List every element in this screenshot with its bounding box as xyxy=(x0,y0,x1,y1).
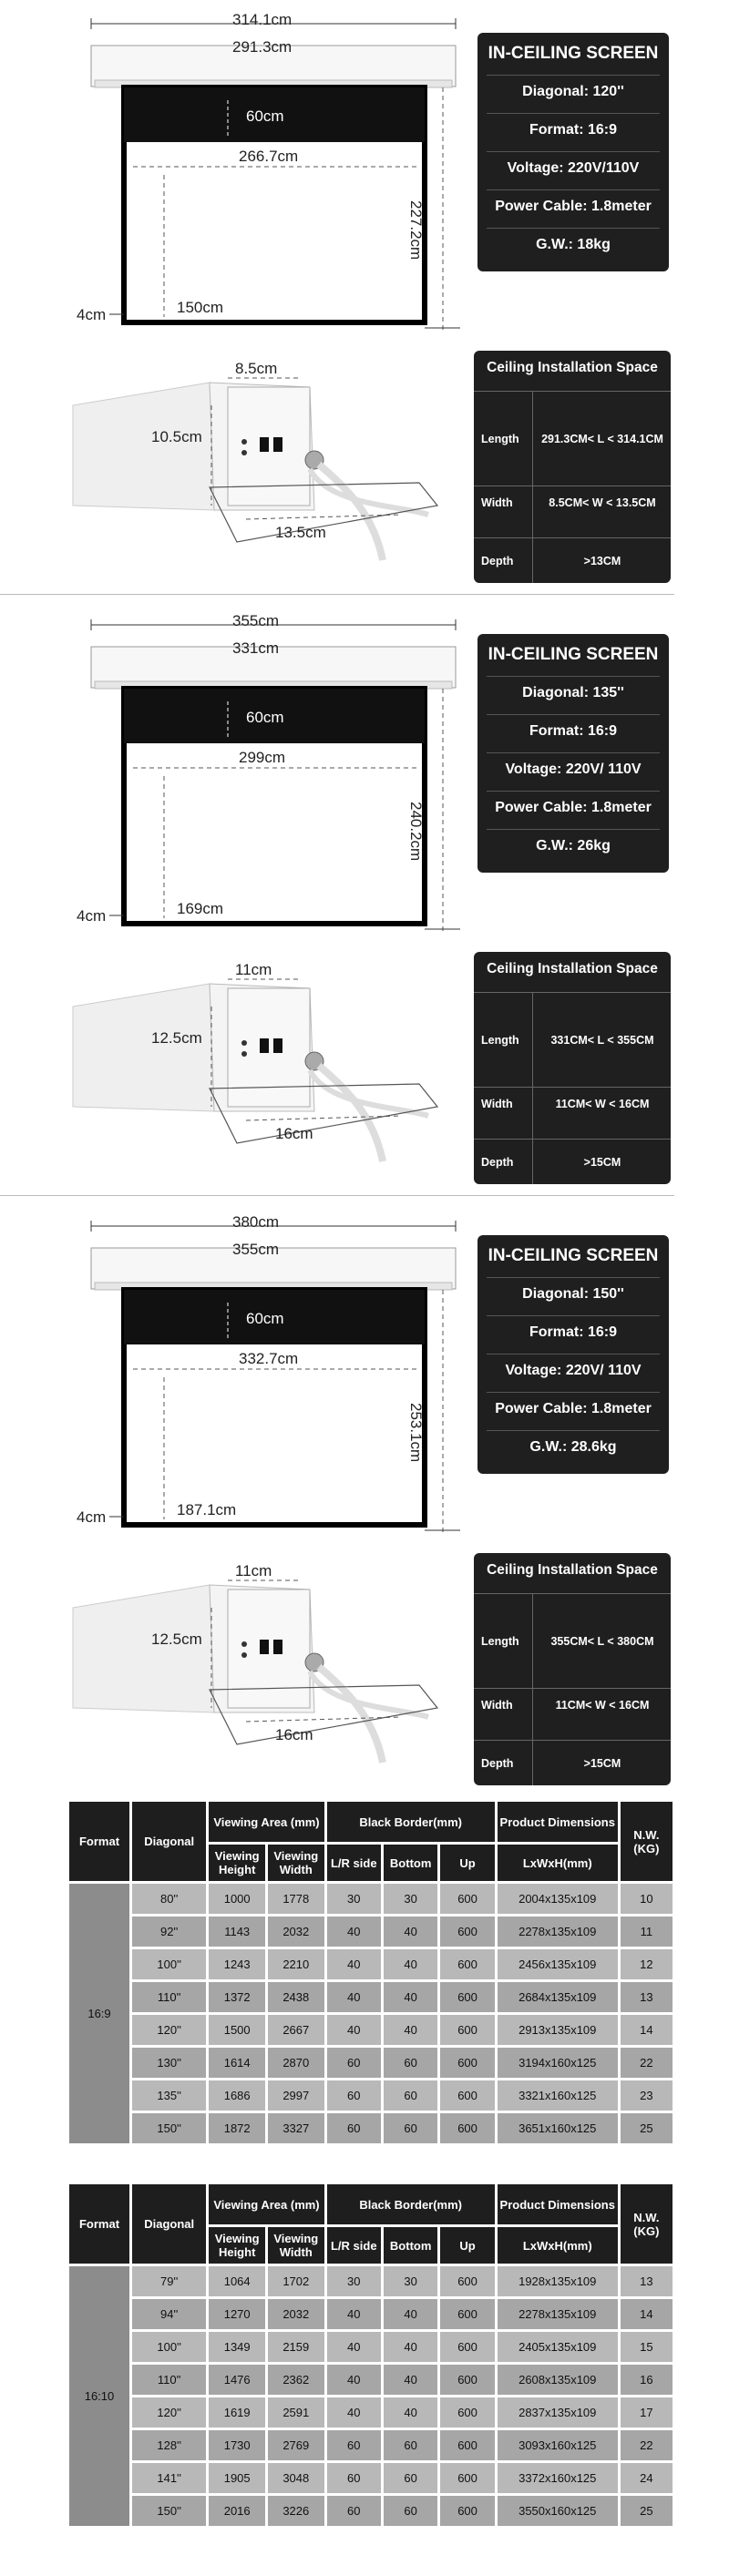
table-cell: 30 xyxy=(327,1884,381,1914)
install-width-label: 16cm xyxy=(275,1125,313,1142)
table-cell: 3194x160x125 xyxy=(498,2048,618,2078)
spec-weight: G.W.: 18kg xyxy=(487,228,660,261)
table-cell: 79'' xyxy=(132,2266,206,2296)
table-cell: 1928x135x109 xyxy=(498,2266,618,2296)
table-cell: 2997 xyxy=(268,2080,324,2111)
header-lxwxh: LxWxH(mm) xyxy=(498,1845,618,1881)
length-value: 355CM< L < 380CM xyxy=(550,1635,654,1648)
table-cell: 2159 xyxy=(268,2332,324,2362)
view-width-label: 332.7cm xyxy=(239,1350,299,1367)
table-cell: 1270 xyxy=(209,2299,265,2329)
height-label: 240.2cm xyxy=(407,802,425,862)
table-row xyxy=(69,2430,673,2460)
width-label: Width xyxy=(481,1098,513,1110)
table-cell: 600 xyxy=(440,2266,494,2296)
table-row xyxy=(69,2266,673,2296)
table-cell: 2837x135x109 xyxy=(498,2397,618,2428)
length-label: Length xyxy=(481,1034,519,1047)
table-cell: 60 xyxy=(384,2048,437,2078)
table-cell: 2438 xyxy=(268,1982,324,2012)
table-cell: 3321x160x125 xyxy=(498,2080,618,2111)
table-cell: 120'' xyxy=(132,2015,206,2045)
install-title: Ceiling Installation Space xyxy=(487,360,658,375)
table-cell: 1349 xyxy=(209,2332,265,2362)
table-cell: 40 xyxy=(327,1949,381,1979)
table-row xyxy=(69,2332,673,2362)
table-cell: 22 xyxy=(621,2048,673,2078)
spec-title: IN-CEILING SCREEN xyxy=(488,44,659,63)
length-label: Length xyxy=(481,1635,519,1648)
table-cell: 2405x135x109 xyxy=(498,2332,618,2362)
width-label: Width xyxy=(481,496,513,509)
table-row xyxy=(69,1949,673,1979)
table-cell: 1000 xyxy=(209,1884,265,1914)
table-cell: 1686 xyxy=(209,2080,265,2111)
table-cell: 600 xyxy=(440,2015,494,2045)
table-cell: 60 xyxy=(384,2463,437,2493)
table-cell: 600 xyxy=(440,2430,494,2460)
table-cell: 3372x160x125 xyxy=(498,2463,618,2493)
table-cell: 60 xyxy=(384,2080,437,2111)
view-width-label: 299cm xyxy=(239,749,286,766)
table-cell: 150'' xyxy=(132,2113,206,2143)
depth-value: >13CM xyxy=(583,555,621,567)
spec-power-cable: Power Cable: 1.8meter xyxy=(487,189,660,223)
table-cell: 40 xyxy=(327,2332,381,2362)
table-cell: 60 xyxy=(327,2048,381,2078)
table-row xyxy=(69,2080,673,2111)
dimension-table xyxy=(67,2182,675,2529)
header-lr-side: L/R side xyxy=(327,1845,381,1881)
black-top-label: 60cm xyxy=(246,1310,284,1327)
table-cell: 94'' xyxy=(132,2299,206,2329)
view-height-label: 150cm xyxy=(177,299,224,316)
header-diagonal: Diagonal xyxy=(132,2184,206,2264)
table-row xyxy=(69,2015,673,2045)
table-cell: 80'' xyxy=(132,1884,206,1914)
length-value: 291.3CM< L < 314.1CM xyxy=(541,433,663,445)
case-height-label: 11cm xyxy=(235,1562,272,1579)
table-cell: 14 xyxy=(621,2015,673,2045)
table-cell: 1778 xyxy=(268,1884,324,1914)
table-row xyxy=(69,1884,673,1914)
table-cell: 600 xyxy=(440,2332,494,2362)
spec-panel xyxy=(477,33,669,271)
table-cell: 1872 xyxy=(209,2113,265,2143)
spec-format: Format: 16:9 xyxy=(487,714,660,748)
table-cell: 600 xyxy=(440,2080,494,2111)
table-cell: 60 xyxy=(327,2496,381,2526)
header-viewing-width: Viewing Width xyxy=(268,2227,324,2264)
screen-section xyxy=(0,1202,729,1804)
table-cell: 600 xyxy=(440,2397,494,2428)
view-width-label: 266.7cm xyxy=(239,148,299,165)
case-diagram xyxy=(0,1553,474,1781)
spec-weight: G.W.: 28.6kg xyxy=(487,1430,660,1464)
table-cell: 130'' xyxy=(132,2048,206,2078)
table-cell: 1730 xyxy=(209,2430,265,2460)
table-cell: 141'' xyxy=(132,2463,206,2493)
table-cell: 25 xyxy=(621,2496,673,2526)
table-cell: 120'' xyxy=(132,2397,206,2428)
table-cell: 128'' xyxy=(132,2430,206,2460)
spec-format: Format: 16:9 xyxy=(487,113,660,147)
table-cell: 1905 xyxy=(209,2463,265,2493)
header-viewing-height: Viewing Height xyxy=(209,2227,265,2264)
total-width-label: 314.1cm xyxy=(232,11,293,28)
table-cell: 17 xyxy=(621,2397,673,2428)
header-format: Format xyxy=(69,2184,129,2264)
header-format: Format xyxy=(69,1802,129,1881)
width-value: 11CM< W < 16CM xyxy=(555,1699,650,1712)
table-cell: 600 xyxy=(440,2113,494,2143)
width-value: 8.5CM< W < 13.5CM xyxy=(549,496,656,509)
table-cell: 40 xyxy=(384,2365,437,2395)
side-border-label: 4cm xyxy=(77,306,107,323)
header-product-dimensions: Product Dimensions xyxy=(498,2184,618,2224)
table-cell: 25 xyxy=(621,2113,673,2143)
table-cell: 10 xyxy=(621,1884,673,1914)
view-height-label: 187.1cm xyxy=(177,1501,237,1518)
install-title: Ceiling Installation Space xyxy=(487,1562,658,1578)
table-cell: 1243 xyxy=(209,1949,265,1979)
header-lr-side: L/R side xyxy=(327,2227,381,2264)
side-border-label: 4cm xyxy=(77,1508,107,1526)
table-cell: 92'' xyxy=(132,1917,206,1947)
length-label: Length xyxy=(481,433,519,445)
spec-diagonal: Diagonal: 135'' xyxy=(487,676,660,710)
ceiling-install-panel xyxy=(474,1553,671,1785)
table-row xyxy=(69,2113,673,2143)
total-width-label: 380cm xyxy=(232,1213,280,1231)
table-cell: 40 xyxy=(327,2015,381,2045)
table-cell: 1064 xyxy=(209,2266,265,2296)
table-cell: 60 xyxy=(384,2113,437,2143)
screen-section xyxy=(0,0,729,601)
table-row xyxy=(69,2496,673,2526)
case-diagram xyxy=(0,952,474,1180)
black-top-label: 60cm xyxy=(246,709,284,726)
depth-value: >15CM xyxy=(583,1757,621,1770)
table-cell: 22 xyxy=(621,2430,673,2460)
header-up: Up xyxy=(440,1845,494,1881)
table-cell: 3226 xyxy=(268,2496,324,2526)
table-cell: 23 xyxy=(621,2080,673,2111)
table-cell: 16 xyxy=(621,2365,673,2395)
table-cell: 2210 xyxy=(268,1949,324,1979)
dimension-table xyxy=(67,1799,675,2146)
table-cell: 1143 xyxy=(209,1917,265,1947)
table-row xyxy=(69,2048,673,2078)
header-up: Up xyxy=(440,2227,494,2264)
table-cell: 2278x135x109 xyxy=(498,1917,618,1947)
table-row xyxy=(69,2365,673,2395)
table-cell: 2032 xyxy=(268,2299,324,2329)
table-cell: 1500 xyxy=(209,2015,265,2045)
table-cell: 60 xyxy=(384,2496,437,2526)
case-width-label: 291.3cm xyxy=(232,38,293,56)
header-black-border: Black Border(mm) xyxy=(327,2184,495,2224)
table-cell: 3327 xyxy=(268,2113,324,2143)
table-cell: 40 xyxy=(327,1982,381,2012)
table-cell: 13 xyxy=(621,1982,673,2012)
spec-voltage: Voltage: 220V/110V xyxy=(487,151,660,185)
spec-panel xyxy=(477,1235,669,1474)
table-cell: 60 xyxy=(327,2113,381,2143)
table-cell: 15 xyxy=(621,2332,673,2362)
case-depth-label: 10.5cm xyxy=(151,428,202,445)
install-title: Ceiling Installation Space xyxy=(487,961,658,976)
width-label: Width xyxy=(481,1699,513,1712)
table-cell: 1619 xyxy=(209,2397,265,2428)
header-nw: N.W. (KG) xyxy=(621,2184,673,2264)
height-label: 253.1cm xyxy=(407,1403,425,1463)
table-cell: 2032 xyxy=(268,1917,324,1947)
header-viewing-height: Viewing Height xyxy=(209,1845,265,1881)
table-cell: 600 xyxy=(440,2299,494,2329)
spec-diagonal: Diagonal: 150'' xyxy=(487,1277,660,1311)
table-cell: 600 xyxy=(440,2365,494,2395)
table-cell: 40 xyxy=(384,2015,437,2045)
case-height-label: 11cm xyxy=(235,961,272,978)
table-cell: 12 xyxy=(621,1949,673,1979)
table-cell: 30 xyxy=(327,2266,381,2296)
header-nw: N.W. (KG) xyxy=(621,1802,673,1881)
table-cell: 600 xyxy=(440,2048,494,2078)
table-cell: 1476 xyxy=(209,2365,265,2395)
table-cell: 2362 xyxy=(268,2365,324,2395)
format-cell: 16:10 xyxy=(69,2266,129,2526)
depth-value: >15CM xyxy=(583,1156,621,1169)
table-cell: 2004x135x109 xyxy=(498,1884,618,1914)
table-cell: 3651x160x125 xyxy=(498,2113,618,2143)
header-viewing-area: Viewing Area (mm) xyxy=(209,2184,323,2224)
table-cell: 600 xyxy=(440,1949,494,1979)
table-cell: 100'' xyxy=(132,2332,206,2362)
table-row xyxy=(69,2463,673,2493)
table-cell: 40 xyxy=(384,2397,437,2428)
header-lxwxh: LxWxH(mm) xyxy=(498,2227,618,2264)
table-cell: 40 xyxy=(327,2365,381,2395)
table-cell: 2684x135x109 xyxy=(498,1982,618,2012)
ceiling-install-panel xyxy=(474,351,671,583)
table-cell: 2456x135x109 xyxy=(498,1949,618,1979)
header-viewing-area: Viewing Area (mm) xyxy=(209,1802,323,1842)
table-cell: 24 xyxy=(621,2463,673,2493)
table-cell: 100'' xyxy=(132,1949,206,1979)
table-row xyxy=(69,1917,673,1947)
table-cell: 30 xyxy=(384,2266,437,2296)
table-cell: 2769 xyxy=(268,2430,324,2460)
table-cell: 40 xyxy=(327,2299,381,2329)
table-cell: 2913x135x109 xyxy=(498,2015,618,2045)
table-cell: 1702 xyxy=(268,2266,324,2296)
section-divider xyxy=(0,594,674,595)
case-width-label: 331cm xyxy=(232,639,280,657)
width-value: 11CM< W < 16CM xyxy=(555,1098,650,1110)
header-bottom: Bottom xyxy=(384,2227,437,2264)
table-cell: 135'' xyxy=(132,2080,206,2111)
black-top-label: 60cm xyxy=(246,107,284,125)
ceiling-install-panel xyxy=(474,952,671,1184)
case-width-label: 355cm xyxy=(232,1241,280,1258)
screen-section xyxy=(0,601,729,1202)
header-viewing-width: Viewing Width xyxy=(268,1845,324,1881)
table-cell: 2608x135x109 xyxy=(498,2365,618,2395)
table-cell: 14 xyxy=(621,2299,673,2329)
table-cell: 60 xyxy=(327,2463,381,2493)
table-row xyxy=(69,2299,673,2329)
height-label: 227.2cm xyxy=(407,200,425,261)
table-cell: 600 xyxy=(440,2496,494,2526)
spec-title: IN-CEILING SCREEN xyxy=(488,1246,659,1265)
depth-label: Depth xyxy=(481,1757,514,1770)
view-height-label: 169cm xyxy=(177,900,224,917)
table-cell: 600 xyxy=(440,2463,494,2493)
depth-label: Depth xyxy=(481,1156,514,1169)
table-cell: 60 xyxy=(384,2430,437,2460)
table-cell: 40 xyxy=(384,1917,437,1947)
table-cell: 1614 xyxy=(209,2048,265,2078)
table-row xyxy=(69,1982,673,2012)
spec-format: Format: 16:9 xyxy=(487,1315,660,1349)
header-diagonal: Diagonal xyxy=(132,1802,206,1881)
table-cell: 40 xyxy=(384,2299,437,2329)
table-cell: 3550x160x125 xyxy=(498,2496,618,2526)
case-diagram xyxy=(0,351,474,578)
spec-voltage: Voltage: 220V/ 110V xyxy=(487,752,660,786)
table-cell: 30 xyxy=(384,1884,437,1914)
total-width-label: 355cm xyxy=(232,612,280,629)
table-row xyxy=(69,2397,673,2428)
side-border-label: 4cm xyxy=(77,907,107,925)
table-cell: 2667 xyxy=(268,2015,324,2045)
case-depth-label: 12.5cm xyxy=(151,1029,202,1047)
header-bottom: Bottom xyxy=(384,1845,437,1881)
install-width-label: 16cm xyxy=(275,1726,313,1743)
spec-diagonal: Diagonal: 120'' xyxy=(487,75,660,108)
depth-label: Depth xyxy=(481,555,514,567)
table-cell: 2016 xyxy=(209,2496,265,2526)
table-cell: 11 xyxy=(621,1917,673,1947)
spec-panel xyxy=(477,634,669,873)
install-width-label: 13.5cm xyxy=(275,524,326,541)
table-cell: 110'' xyxy=(132,2365,206,2395)
length-value: 331CM< L < 355CM xyxy=(550,1034,654,1047)
table-cell: 60 xyxy=(327,2080,381,2111)
table-cell: 2278x135x109 xyxy=(498,2299,618,2329)
spec-voltage: Voltage: 220V/ 110V xyxy=(487,1354,660,1387)
table-cell: 2870 xyxy=(268,2048,324,2078)
header-product-dimensions: Product Dimensions xyxy=(498,1802,618,1842)
header-black-border: Black Border(mm) xyxy=(327,1802,495,1842)
table-cell: 3048 xyxy=(268,2463,324,2493)
spec-power-cable: Power Cable: 1.8meter xyxy=(487,791,660,824)
table-cell: 150'' xyxy=(132,2496,206,2526)
table-cell: 110'' xyxy=(132,1982,206,2012)
table-cell: 600 xyxy=(440,1884,494,1914)
case-height-label: 8.5cm xyxy=(235,360,278,377)
table-cell: 60 xyxy=(327,2430,381,2460)
table-cell: 40 xyxy=(384,1982,437,2012)
table-cell: 40 xyxy=(384,1949,437,1979)
format-cell: 16:9 xyxy=(69,1884,129,2143)
section-divider xyxy=(0,1195,674,1196)
table-cell: 40 xyxy=(384,2332,437,2362)
table-cell: 2591 xyxy=(268,2397,324,2428)
spec-power-cable: Power Cable: 1.8meter xyxy=(487,1392,660,1426)
table-cell: 13 xyxy=(621,2266,673,2296)
table-cell: 1372 xyxy=(209,1982,265,2012)
table-cell: 600 xyxy=(440,1982,494,2012)
table-cell: 3093x160x125 xyxy=(498,2430,618,2460)
spec-weight: G.W.: 26kg xyxy=(487,829,660,863)
table-cell: 40 xyxy=(327,2397,381,2428)
table-cell: 600 xyxy=(440,1917,494,1947)
case-depth-label: 12.5cm xyxy=(151,1630,202,1648)
spec-title: IN-CEILING SCREEN xyxy=(488,645,659,664)
table-cell: 40 xyxy=(327,1917,381,1947)
